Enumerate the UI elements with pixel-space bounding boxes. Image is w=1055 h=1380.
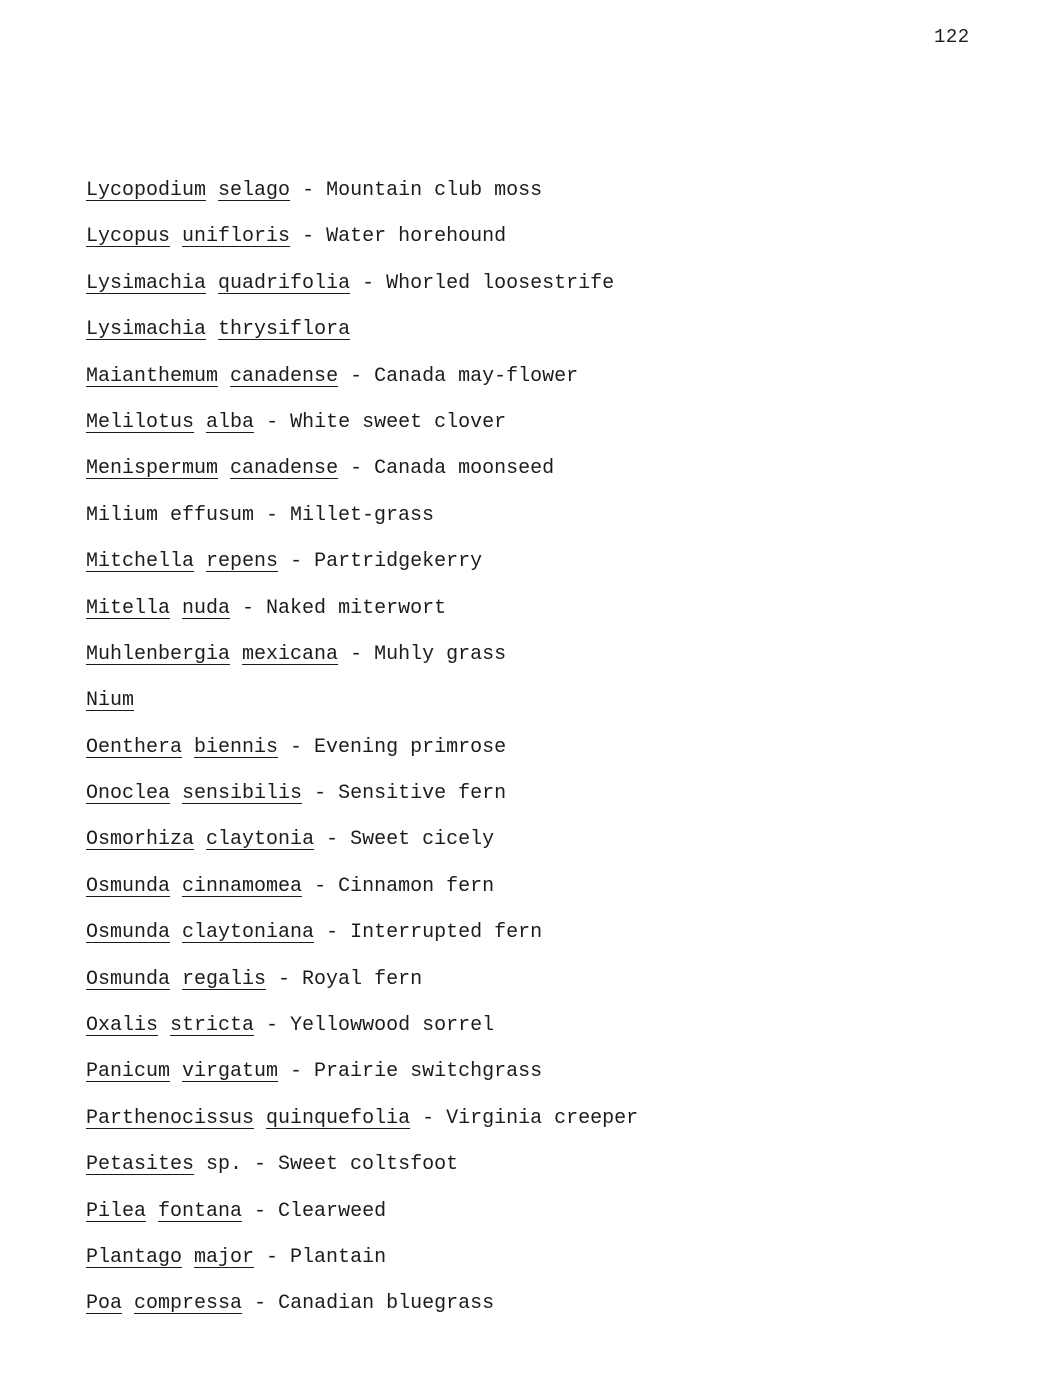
common-name: - Partridgekerry xyxy=(278,550,483,574)
common-name: Milium effusum - Millet-grass xyxy=(86,503,435,527)
genus-name: Parthenocissus xyxy=(86,1106,255,1130)
genus-name: Menispermum xyxy=(86,457,219,481)
species-entry xyxy=(86,779,638,825)
species-entry xyxy=(86,872,638,918)
species-entry xyxy=(86,1197,638,1243)
common-name: - Sweet cicely xyxy=(314,828,495,852)
common-name: - Canadian bluegrass xyxy=(242,1292,495,1316)
species-entry xyxy=(86,222,638,268)
common-name: - Sensitive fern xyxy=(302,782,507,806)
common-name: - Prairie switchgrass xyxy=(278,1060,543,1084)
species-epithet: compressa xyxy=(134,1292,243,1316)
genus-name: Oenthera xyxy=(86,735,183,759)
genus-name: Plantago xyxy=(86,1245,183,1269)
species-entry xyxy=(86,269,638,315)
species-epithet: quadrifolia xyxy=(218,271,351,295)
species-epithet: fontana xyxy=(158,1199,243,1223)
genus-name: Mitchella xyxy=(86,550,195,574)
species-entry xyxy=(86,547,638,593)
species-entry xyxy=(86,408,638,454)
genus-name: Lycopus xyxy=(86,225,171,249)
species-entry xyxy=(86,501,638,547)
species-epithet: quinquefolia xyxy=(266,1106,411,1130)
species-epithet: sensibilis xyxy=(182,782,303,806)
genus-name: Melilotus xyxy=(86,410,195,434)
common-name: - Water horehound xyxy=(290,225,507,249)
genus-name: Mitella xyxy=(86,596,171,620)
species-entry xyxy=(86,1289,638,1335)
common-name: - Mountain club moss xyxy=(290,179,543,202)
species-entry xyxy=(86,362,638,408)
species-entry xyxy=(86,594,638,640)
species-epithet: cinnamomea xyxy=(182,874,303,898)
species-epithet: nuda xyxy=(182,596,231,620)
page-number: 122 xyxy=(934,26,970,48)
genus-name: Petasites xyxy=(86,1153,195,1177)
common-name: - Canada may-flower xyxy=(338,364,579,388)
species-epithet: unifloris xyxy=(182,225,291,249)
common-name: - Naked miterwort xyxy=(230,596,447,620)
species-epithet: virgatum xyxy=(182,1060,279,1084)
genus-name: Muhlenbergia xyxy=(86,642,231,666)
species-epithet: repens xyxy=(206,550,279,574)
genus-name: Oxalis xyxy=(86,1014,159,1038)
species-epithet: alba xyxy=(206,410,255,434)
common-name: - Muhly grass xyxy=(338,642,507,666)
species-entry xyxy=(86,825,638,871)
genus-name: Maianthemum xyxy=(86,364,219,388)
species-entry xyxy=(86,733,638,779)
common-name: - Evening primrose xyxy=(278,735,507,759)
species-entry xyxy=(86,918,638,964)
genus-name: Osmunda xyxy=(86,874,171,898)
species-entry xyxy=(86,686,638,732)
species-entry xyxy=(86,1011,638,1057)
species-epithet: canadense xyxy=(230,457,339,481)
species-entry xyxy=(86,640,638,686)
common-name: - White sweet clover xyxy=(254,410,507,434)
species-entry xyxy=(86,1104,638,1150)
species-epithet: thrysiflora xyxy=(218,318,351,342)
common-name: - Clearweed xyxy=(242,1199,387,1223)
common-name: - Royal fern xyxy=(266,967,423,991)
species-list xyxy=(86,176,638,1336)
common-name: - Cinnamon fern xyxy=(302,874,495,898)
genus-name: Poa xyxy=(86,1292,123,1316)
species-entry xyxy=(86,176,638,222)
common-name: - Whorled loosestrife xyxy=(350,271,615,295)
genus-name: Lysimachia xyxy=(86,271,207,295)
genus-name: Lycopodium xyxy=(86,179,207,202)
species-entry xyxy=(86,1243,638,1289)
genus-name: Onoclea xyxy=(86,782,171,806)
species-epithet: claytonia xyxy=(206,828,315,852)
genus-name: Panicum xyxy=(86,1060,171,1084)
genus-name: Lysimachia xyxy=(86,318,207,342)
genus-name: Pilea xyxy=(86,1199,147,1223)
genus-name: Osmorhiza xyxy=(86,828,195,852)
species-entry xyxy=(86,1057,638,1103)
genus-name: Nium xyxy=(86,689,135,713)
species-epithet: mexicana xyxy=(242,642,339,666)
species-entry xyxy=(86,315,638,361)
common-name: sp. - Sweet coltsfoot xyxy=(194,1153,459,1177)
common-name: - Yellowwood sorrel xyxy=(254,1014,495,1038)
common-name: - Canada moonseed xyxy=(338,457,555,481)
species-entry xyxy=(86,1150,638,1196)
species-entry xyxy=(86,454,638,500)
species-epithet: major xyxy=(194,1245,255,1269)
genus-name: Osmunda xyxy=(86,921,171,945)
species-epithet: canadense xyxy=(230,364,339,388)
common-name: - Plantain xyxy=(254,1245,387,1269)
species-epithet: regalis xyxy=(182,967,267,991)
common-name: - Virginia creeper xyxy=(410,1106,639,1130)
species-epithet: claytoniana xyxy=(182,921,315,945)
genus-name: Osmunda xyxy=(86,967,171,991)
species-epithet: selago xyxy=(218,179,291,202)
common-name: - Interrupted fern xyxy=(314,921,543,945)
species-epithet: stricta xyxy=(170,1014,255,1038)
species-epithet: biennis xyxy=(194,735,279,759)
species-entry xyxy=(86,965,638,1011)
